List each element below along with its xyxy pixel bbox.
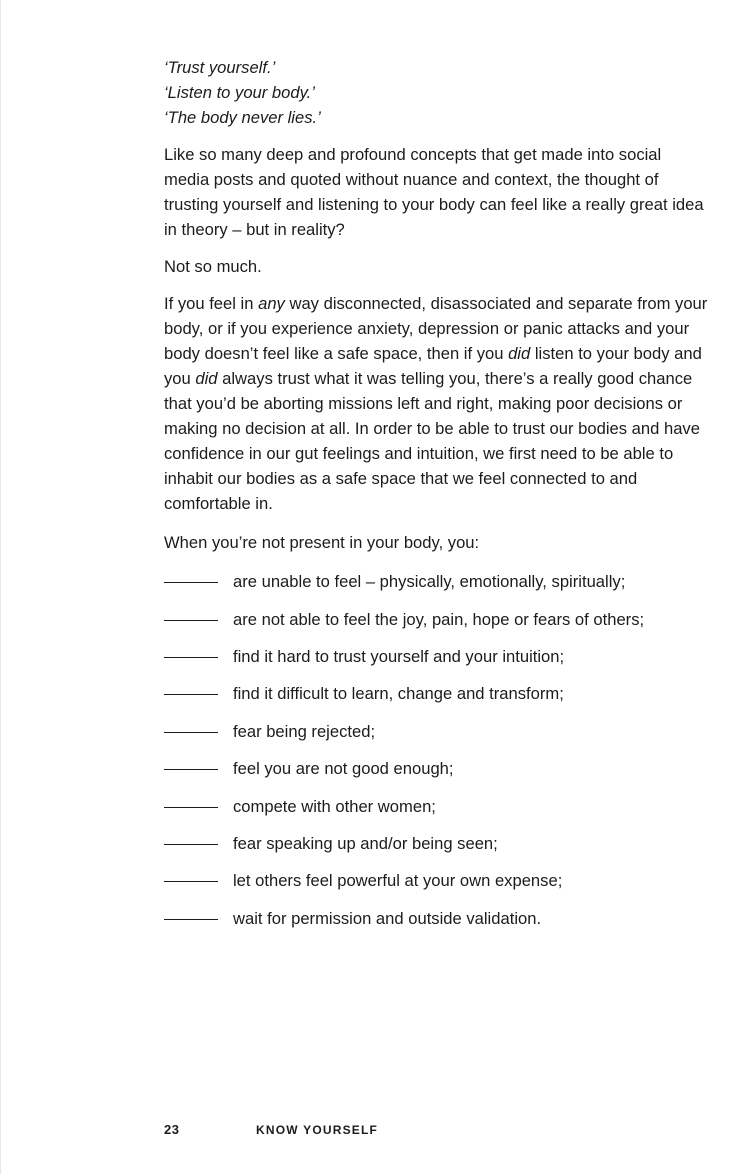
list-item-text: fear speaking up and/or being seen; xyxy=(233,833,498,853)
dash-line-icon xyxy=(164,694,218,695)
dash-line-icon xyxy=(164,881,218,882)
list-item-text: compete with other women; xyxy=(233,796,436,816)
quote-block xyxy=(164,55,709,130)
quote-line: ‘The body never lies.’ xyxy=(164,108,321,127)
list-item-text: find it hard to trust yourself and your intuition; xyxy=(233,646,565,666)
page-body xyxy=(164,55,709,937)
dash-line-icon xyxy=(164,769,218,770)
list-item-text: find it difficult to learn, change and transform; xyxy=(233,684,564,704)
quote-line: ‘Listen to your body.’ xyxy=(164,83,315,102)
paragraph-disconnected xyxy=(164,291,709,516)
list-item xyxy=(164,750,709,787)
text-run: way disconnected, disassociated and separate from your body, or if you experience anxiety, depression or panic attacks and your body doesn’t feel like a safe space, then if you xyxy=(164,294,708,363)
list-item xyxy=(164,563,709,600)
dash-line-icon xyxy=(164,844,218,845)
emphasis-any: any xyxy=(258,294,285,313)
dash-line-icon xyxy=(164,620,218,621)
dash-line-icon xyxy=(164,732,218,733)
text-run: always trust what it was telling you, there’s a really good chance that you’d be aborting missions left and right, making poor decisions or making no decision at all. In order to be able to trust our bodies and have confidence in our gut feelings and intuition, we first need to be able to inhabit our bodies as a safe space that we feel connected to and comfortable in. xyxy=(164,369,700,513)
list-item-text: feel you are not good enough; xyxy=(233,759,454,779)
page-footer xyxy=(164,1122,378,1137)
symptom-list xyxy=(164,563,709,937)
emphasis-did: did xyxy=(195,369,218,388)
quote-line: ‘Trust yourself.’ xyxy=(164,58,276,77)
text-run: If you feel in xyxy=(164,294,259,313)
list-item xyxy=(164,862,709,899)
section-title: KNOW YOURSELF xyxy=(256,1123,379,1137)
list-item xyxy=(164,787,709,824)
dash-line-icon xyxy=(164,582,218,583)
dash-line-icon xyxy=(164,919,218,920)
list-heading: When you’re not present in your body, you: xyxy=(164,533,480,552)
text-run: listen to your body and you xyxy=(164,344,702,388)
list-item-text: are unable to feel – physically, emotionally, spiritually; xyxy=(233,572,626,592)
emphasis-did: did xyxy=(508,344,531,363)
list-item-text: wait for permission and outside validation. xyxy=(233,908,542,928)
page-number: 23 xyxy=(164,1122,180,1137)
list-item xyxy=(164,638,709,675)
list-item xyxy=(164,713,709,750)
dash-line-icon xyxy=(164,807,218,808)
list-item-text: are not able to feel the joy, pain, hope or fears of others; xyxy=(233,609,645,629)
list-item xyxy=(164,825,709,862)
list-item xyxy=(164,600,709,637)
list-item xyxy=(164,900,709,937)
dash-line-icon xyxy=(164,657,218,658)
list-item-text: fear being rejected; xyxy=(233,721,376,741)
list-item-text: let others feel powerful at your own expense; xyxy=(233,871,563,891)
list-item xyxy=(164,675,709,712)
paragraph-not-so-much: Not so much. xyxy=(164,257,262,276)
paragraph-intro: Like so many deep and profound concepts that get made into social media posts and quoted without nuance and context, the thought of trusting yourself and listening to your body can feel like a really great idea in theory – but in reality? xyxy=(164,145,704,239)
